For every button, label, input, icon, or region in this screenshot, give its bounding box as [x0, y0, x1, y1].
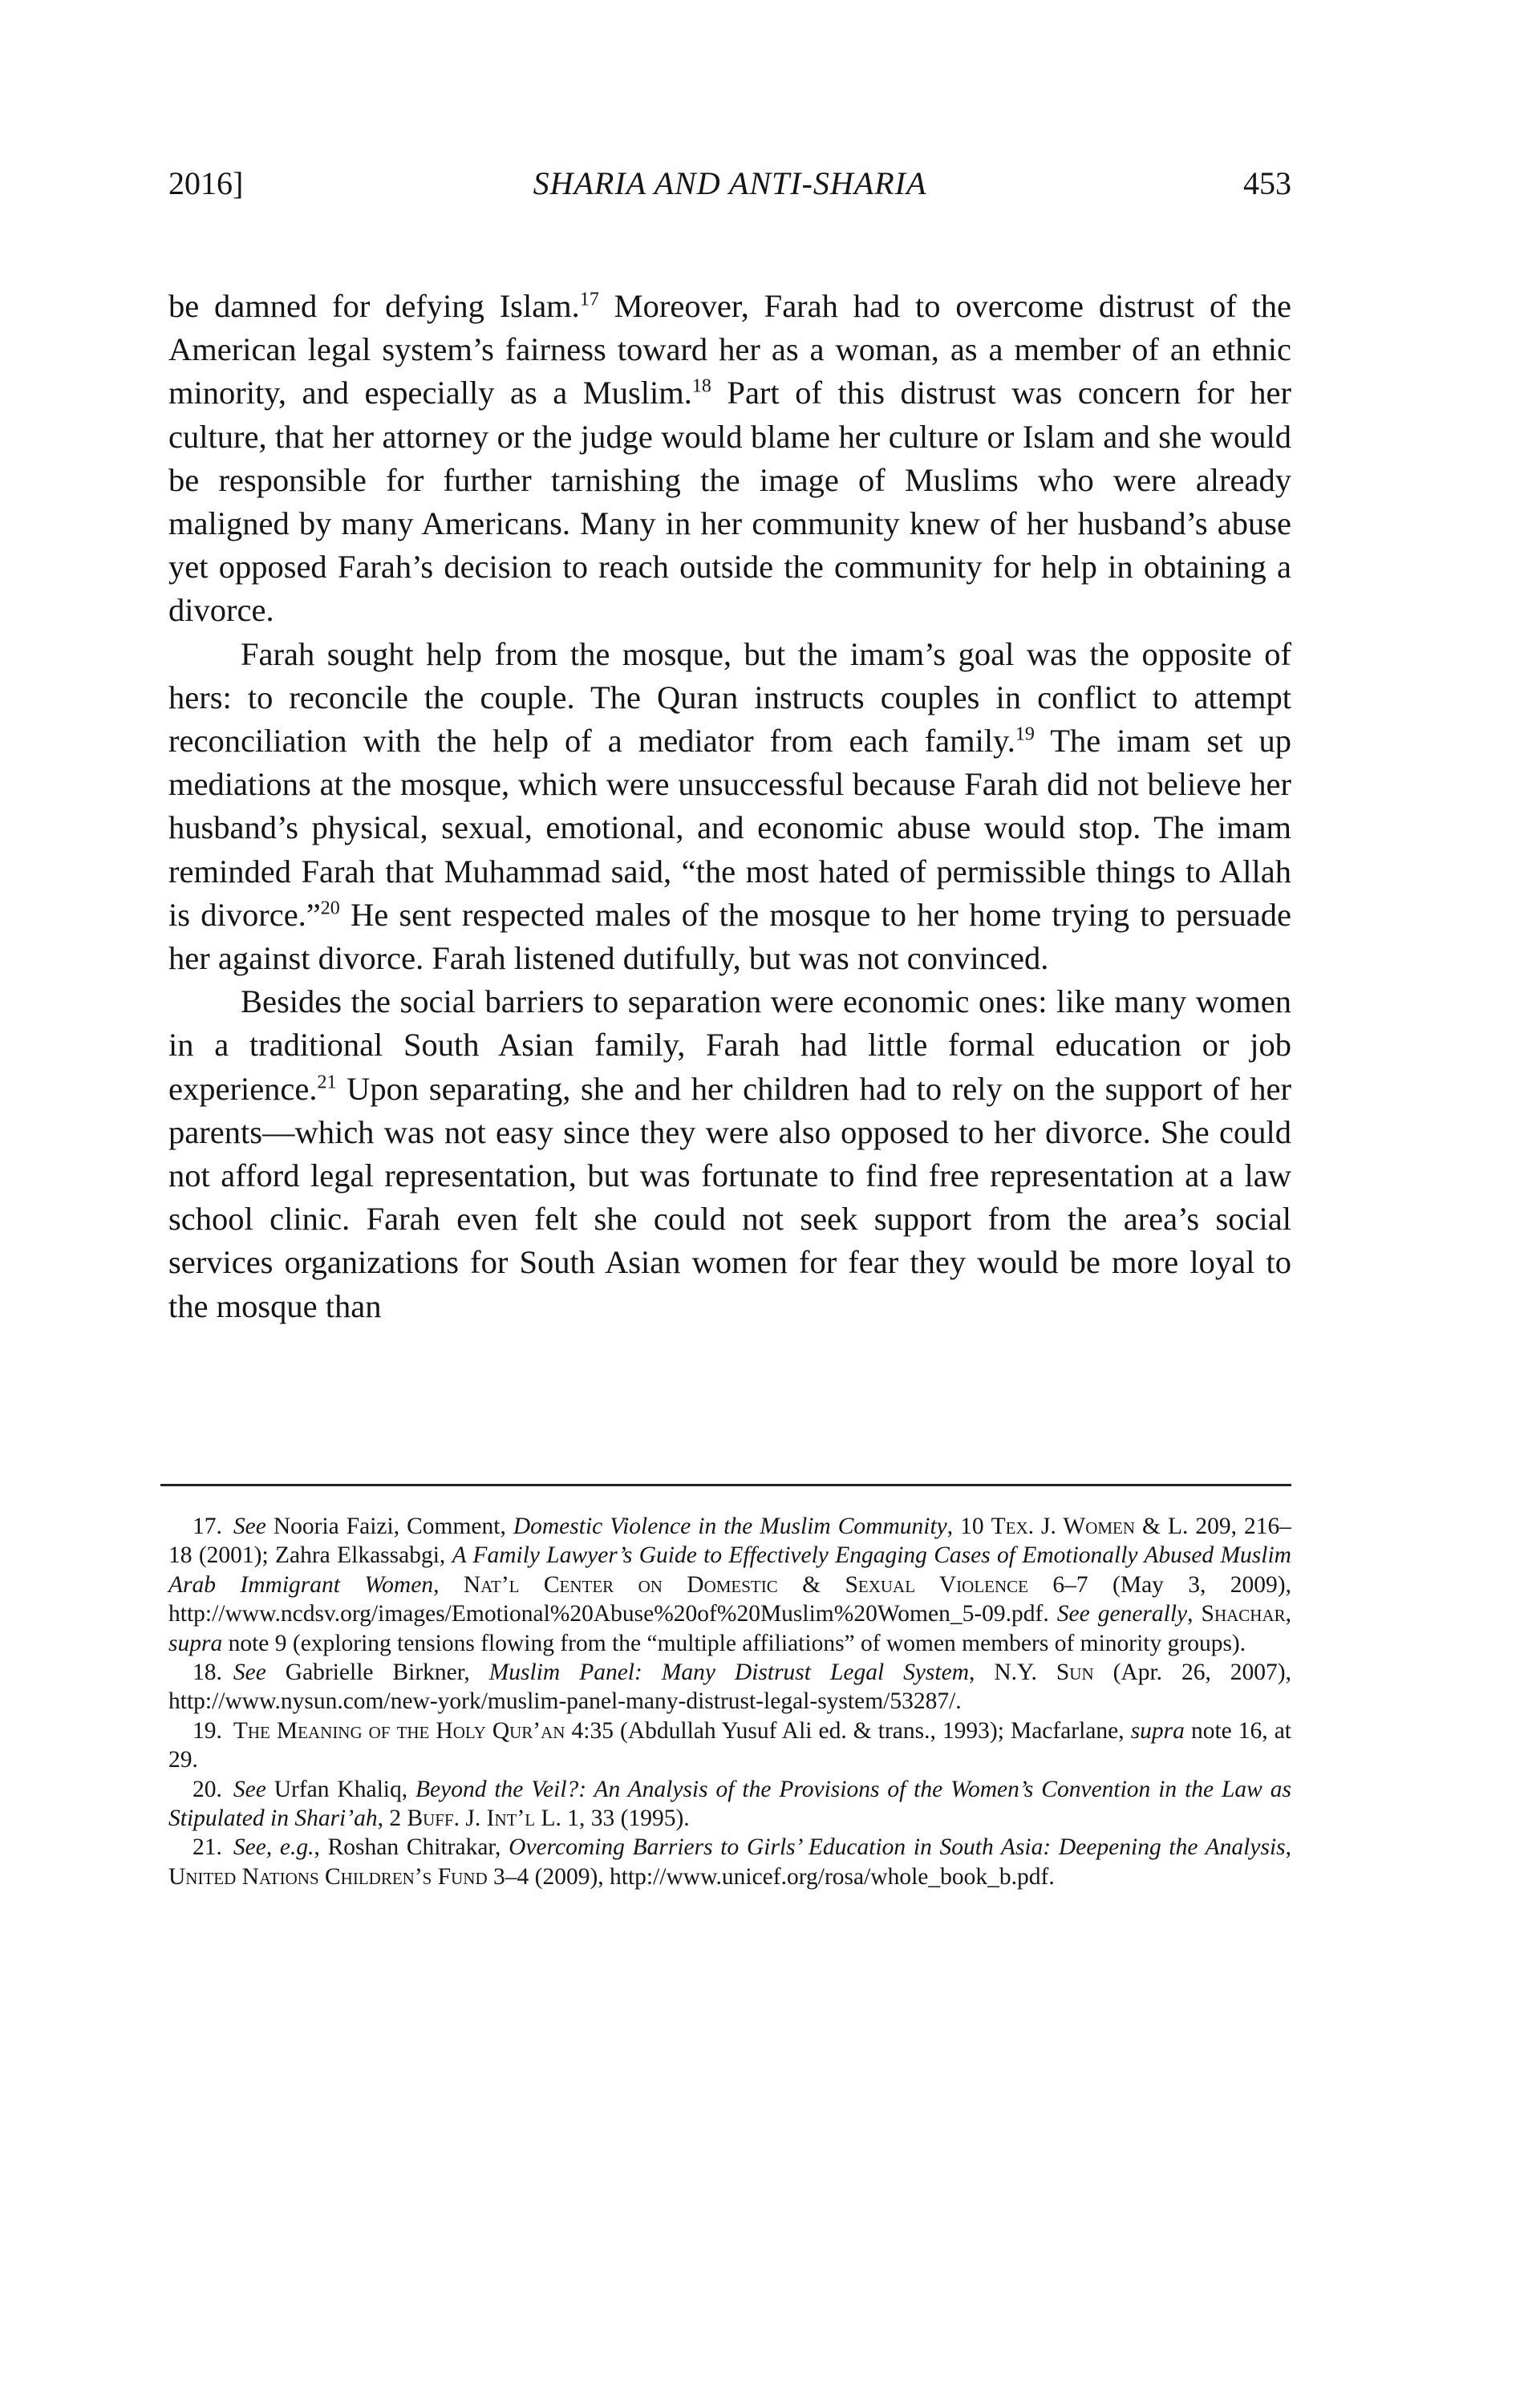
volume-year: 2016] — [168, 165, 244, 201]
footnote-ref-21[interactable]: 21 — [317, 1072, 337, 1093]
paragraph-1: be damned for defying Islam.$^{17}$ Moreover, Farah had to overcome distrust of the American legal system’s fairness toward her as a woman, as a member of an ethnic minority, and especially as a Muslim.$^{18}$ Part of this distrust was concern for her culture, that her attorney or the judge would blame her culture or Islam and she would be responsible for further tarnishing the image of Muslims who were already maligned by many Americans. Many in her community knew of her husband’s abuse yet opposed Farah’s decision to reach outside the community for help in obtaining a divorce. — [168, 288, 1291, 629]
footnote-20: 20. See Urfan Khaliq, Beyond the Veil?: An Analysis of the Provisions of the Women’s Convention in the Law as Stipulated in Shari’ah, 2 Buff. J. Int’l L. 1, 33 (1995). — [168, 1776, 1291, 1832]
footnote-19: 19. The Meaning of the Holy Qur’an 4:35 (Abdullah Yusuf Ali ed. & trans., 1993); Macfarlane, supra note 16, at 29. — [168, 1717, 1291, 1773]
page-number: 453 — [1243, 165, 1291, 201]
footnote-17: 17. See Nooria Faizi, Comment, Domestic Violence in the Muslim Community, 10 Tex. J. Women & L. 209, 216–18 (2001); Zahra Elkassabgi, A Family Lawyer’s Guide to Effectively Engaging Cases of Emotionally Abused Muslim Arab Immigrant Women, Nat’l Center on Domestic & Sexual Violence 6–7 (May 3, 2009), http://www.ncdsv.org/images/Emotional%20Abuse%20of%20Muslim%20Women_5-09.pdf. See generally, Shachar, supra note 9 (exploring tensions flowing from the “multiple affiliations” of women members of minority groups). — [168, 1514, 1292, 1656]
paragraph-2: Farah sought help from the mosque, but the imam’s goal was the opposite of hers: to reconcile the couple. The Quran instructs couples in conflict to attempt reconciliation with the help of a mediator from each family.$^{19}$ The imam set up mediations at the mosque, which were unsuccessful because Farah did not believe her husband’s physical, sexual, emotional, and economic abuse would stop. The imam reminded Farah that Muhammad said, “the most hated of permissible things to Allah is divorce.”$^{20}$ He sent respected males of the mosque to her home trying to persuade her against divorce. Farah listened dutifully, but was not convinced. — [168, 635, 1291, 977]
footnote-ref-18[interactable]: 18 — [691, 375, 711, 397]
running-header — [168, 164, 1291, 221]
paragraph-3: Besides the social barriers to separation were economic ones: like many women in a traditional South Asian family, Farah had little formal education or job experience.$^{21}$ Upon separating, she and her children had to rely on the support of her parents—which was not easy since they were also opposed to her divorce. She could not afford legal representation, but was fortunate to find free representation at a law school clinic. Farah even felt she could not seek support from the area’s social services organizations for South Asian women for fear they would be more loyal to the mosque than — [168, 983, 1291, 1324]
footnote-17-link[interactable]: 6–7 (May 3, 2009), http://www.ncdsv.org/images/Emotional%20Abuse%20of%20Muslim%20Women_5-09.pdf. — [168, 1571, 1291, 1627]
running-title: SHARIA AND ANTI-SHARIA — [533, 165, 927, 201]
footnotes — [168, 1512, 1291, 1891]
footnote-ref-20[interactable]: 20 — [320, 898, 340, 919]
footnote-18: 18. See Gabrielle Birkner, Muslim Panel: Many Distrust Legal System, N.Y. Sun (Apr. 26, 2007), http://www.nysun.com/new-york/muslim-panel-many-distrust-legal-system/53287/. — [168, 1660, 1291, 1715]
footnote-21-link[interactable]: 3–4 (2009), http://www.unicef.org/rosa/whole_book_b.pdf. — [487, 1863, 1055, 1890]
footnote-ref-17[interactable]: 17 — [579, 289, 599, 310]
footnote-21: 21. See, e.g., Roshan Chitrakar, Overcoming Barriers to Girls’ Education in South Asia: Deepening the Analysis, United Nations Children’s Fund 3–4 (2009), http://www.unicef.org/rosa/whole_book_b.pdf. — [168, 1834, 1291, 1890]
footnote-ref-19[interactable]: 19 — [1015, 723, 1035, 745]
footnote-divider — [160, 1484, 1291, 1486]
footnote-18-link[interactable]: (Apr. 26, 2007), http://www.nysun.com/new-york/muslim-panel-many-distrust-legal-system/53287/. — [168, 1660, 1291, 1715]
main-text — [168, 285, 1291, 1328]
